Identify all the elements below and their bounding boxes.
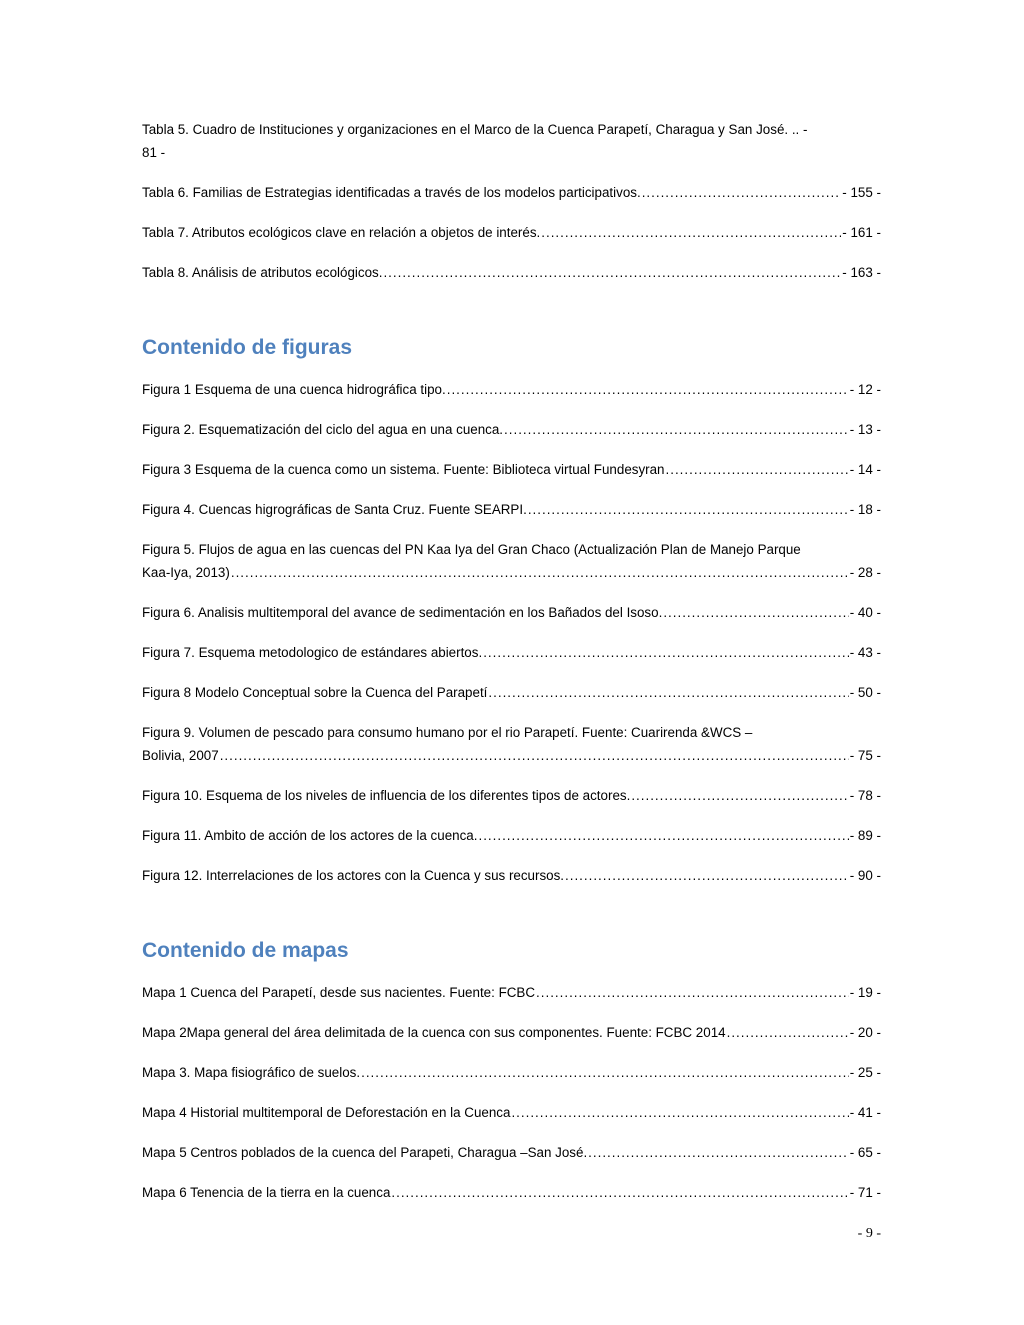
toc-entry-label: Figura 8 Modelo Conceptual sobre la Cuenca del Parapetí bbox=[142, 685, 488, 700]
toc-entry-page: - 25 - bbox=[849, 1065, 881, 1080]
leader-dots bbox=[727, 1021, 849, 1044]
toc-entry-page: - 40 - bbox=[849, 605, 881, 620]
leader-dots bbox=[478, 824, 848, 847]
toc-entry-label: Figura 7. Esquema metodologico de estándares abiertos. bbox=[142, 645, 483, 660]
leader-dots bbox=[447, 378, 849, 401]
toc-entry-page: - 20 - bbox=[849, 1025, 881, 1040]
toc-entry-figura-6[interactable] bbox=[142, 601, 881, 624]
toc-entry-figura-1[interactable] bbox=[142, 378, 881, 401]
toc-entry-line: Tabla 5. Cuadro de Instituciones y organizaciones en el Marco de la Cuenca Parapetí, Charagua y San José. .. - bbox=[142, 122, 808, 137]
toc-entry-tabla-5[interactable] bbox=[142, 118, 881, 164]
toc-entry-label: Bolivia, 2007 bbox=[142, 748, 219, 763]
toc-entry-label: Mapa 4 Historial multitemporal de Deforestación en la Cuenca bbox=[142, 1105, 511, 1120]
toc-entry-figura-5[interactable] bbox=[142, 538, 881, 584]
leader-dots bbox=[642, 181, 842, 204]
toc-entry-figura-7[interactable] bbox=[142, 641, 881, 664]
toc-entry-mapa-5[interactable] bbox=[142, 1141, 881, 1164]
toc-entry-page: - 161 - bbox=[842, 225, 881, 240]
toc-entry-mapa-2[interactable] bbox=[142, 1021, 881, 1044]
leader-dots bbox=[361, 1061, 849, 1084]
toc-entry-page: - 89 - bbox=[849, 828, 881, 843]
leader-dots bbox=[220, 744, 849, 767]
toc-entry-mapa-4[interactable] bbox=[142, 1101, 881, 1124]
leader-dots bbox=[666, 458, 849, 481]
toc-entry-label: Figura 11. Ambito de acción de los actores de la cuenca. bbox=[142, 828, 478, 843]
toc-entry-label: Figura 2. Esquematización del ciclo del agua en una cuenca. bbox=[142, 422, 504, 437]
toc-entry-label: Figura 4. Cuencas higrográficas de Santa Cruz. Fuente SEARPI. bbox=[142, 502, 527, 517]
leader-dots bbox=[391, 1181, 848, 1204]
toc-entry-page: - 65 - bbox=[849, 1145, 881, 1160]
figures-heading: Contenido de figuras bbox=[142, 336, 352, 359]
toc-entry-figura-3[interactable] bbox=[142, 458, 881, 481]
toc-entry-mapa-3[interactable] bbox=[142, 1061, 881, 1084]
toc-page bbox=[142, 118, 881, 1204]
toc-entry-figura-8[interactable] bbox=[142, 681, 881, 704]
toc-entry-figura-9[interactable] bbox=[142, 721, 881, 767]
toc-entry-label: Figura 10. Esquema de los niveles de influencia de los diferentes tipos de actores. bbox=[142, 788, 631, 803]
leader-dots bbox=[231, 561, 849, 584]
toc-entry-label: Mapa 2Mapa general del área delimitada de la cuenca con sus componentes. Fuente: FCBC 2014 bbox=[142, 1025, 726, 1040]
toc-entry-page: - 78 - bbox=[849, 788, 881, 803]
toc-entry-page: - 14 - bbox=[849, 462, 881, 477]
toc-entry-label: Tabla 7. Atributos ecológicos clave en relación a objetos de interés. bbox=[142, 225, 541, 240]
toc-entry-figura-12[interactable] bbox=[142, 864, 881, 887]
toc-entry-page: - 19 - bbox=[849, 985, 881, 1000]
toc-entry-label: Figura 1 Esquema de una cuenca hidrográfica tipo. bbox=[142, 382, 446, 397]
toc-entry-mapa-6[interactable] bbox=[142, 1181, 881, 1204]
toc-entry-page: - 28 - bbox=[849, 565, 881, 580]
toc-entry-figura-2[interactable] bbox=[142, 418, 881, 441]
maps-heading: Contenido de mapas bbox=[142, 939, 349, 962]
leader-dots bbox=[504, 418, 849, 441]
toc-entry-label: Mapa 1 Cuenca del Parapetí, desde sus nacientes. Fuente: FCBC bbox=[142, 985, 536, 1000]
leader-dots bbox=[383, 261, 841, 284]
toc-entry-tabla-6[interactable] bbox=[142, 181, 881, 204]
toc-entry-line: Figura 5. Flujos de agua en las cuencas del PN Kaa Iya del Gran Chaco (Actualización Plan de Manejo Parque bbox=[142, 542, 801, 557]
leader-dots bbox=[536, 981, 849, 1004]
leader-dots bbox=[541, 221, 841, 244]
toc-entry-label: Kaa-Iya, 2013) bbox=[142, 565, 230, 580]
toc-entry-label: Figura 6. Analisis multitemporal del avance de sedimentación en los Bañados del Isoso. bbox=[142, 605, 663, 620]
leader-dots bbox=[483, 641, 849, 664]
toc-entry-page: - 43 - bbox=[849, 645, 881, 660]
toc-entry-figura-11[interactable] bbox=[142, 824, 881, 847]
toc-entry-label: Mapa 5 Centros poblados de la cuenca del Parapeti, Charagua –San José. bbox=[142, 1145, 588, 1160]
toc-entry-page: - 155 - bbox=[842, 185, 881, 200]
toc-entry-page: - 75 - bbox=[849, 748, 881, 763]
toc-entry-page: - 41 - bbox=[849, 1105, 881, 1120]
toc-entry-tabla-8[interactable] bbox=[142, 261, 881, 284]
toc-entry-label: Mapa 3. Mapa fisiográfico de suelos. bbox=[142, 1065, 361, 1080]
leader-dots bbox=[528, 498, 849, 521]
toc-entry-label: Tabla 6. Familias de Estrategias identificadas a través de los modelos participativos. bbox=[142, 185, 641, 200]
toc-entry-page: - 12 - bbox=[849, 382, 881, 397]
leader-dots bbox=[588, 1141, 849, 1164]
toc-entry-figura-10[interactable] bbox=[142, 784, 881, 807]
toc-entry-label: Figura 3 Esquema de la cuenca como un sistema. Fuente: Biblioteca virtual Fundesyran bbox=[142, 462, 665, 477]
leader-dots bbox=[663, 601, 848, 624]
toc-entry-page: - 163 - bbox=[842, 265, 881, 280]
leader-dots bbox=[511, 1101, 848, 1124]
toc-entry-page: - 71 - bbox=[849, 1185, 881, 1200]
toc-entry-tabla-7[interactable] bbox=[142, 221, 881, 244]
toc-entry-label: Mapa 6 Tenencia de la tierra en la cuenca bbox=[142, 1185, 391, 1200]
leader-dots bbox=[488, 681, 848, 704]
toc-entry-figura-4[interactable] bbox=[142, 498, 881, 521]
toc-entry-line: Figura 9. Volumen de pescado para consumo humano por el rio Parapetí. Fuente: Cuarirenda &WCS – bbox=[142, 725, 753, 740]
leader-dots bbox=[631, 784, 848, 807]
toc-entry-page: - 50 - bbox=[849, 685, 881, 700]
toc-entry-page: - 18 - bbox=[849, 502, 881, 517]
page-number: - 9 - bbox=[857, 1226, 881, 1241]
toc-entry-page: - 13 - bbox=[849, 422, 881, 437]
toc-entry-page: 81 - bbox=[142, 145, 166, 160]
leader-dots bbox=[565, 864, 849, 887]
toc-entry-mapa-1[interactable] bbox=[142, 981, 881, 1004]
toc-entry-label: Tabla 8. Análisis de atributos ecológicos. bbox=[142, 265, 383, 280]
toc-entry-page: - 90 - bbox=[849, 868, 881, 883]
toc-entry-label: Figura 12. Interrelaciones de los actores con la Cuenca y sus recursos. bbox=[142, 868, 565, 883]
